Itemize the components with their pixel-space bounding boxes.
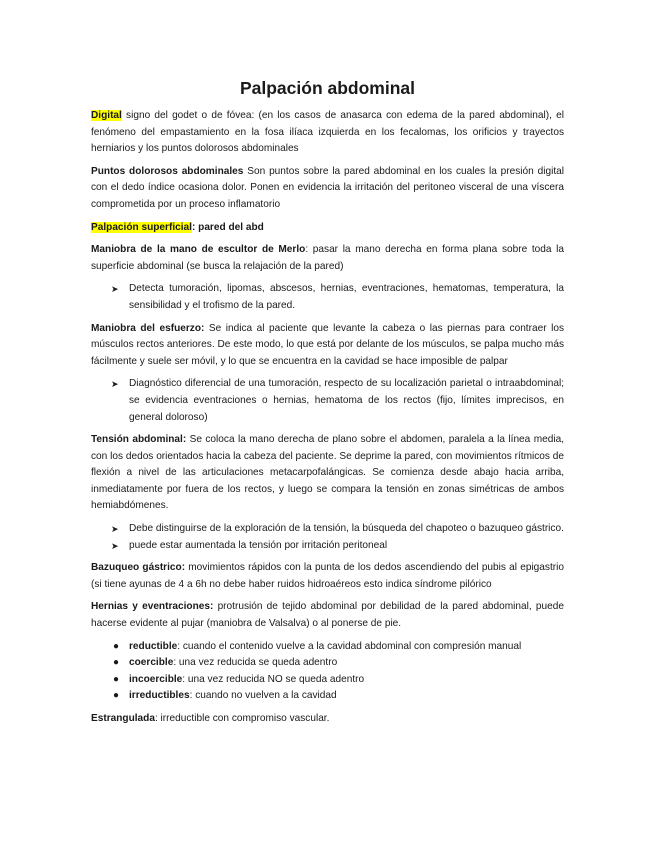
text-estrangulada: : irreductible con compromiso vascular. (154, 713, 330, 724)
paragraph-tension (91, 432, 564, 515)
paragraph-digital (91, 108, 564, 158)
paragraph-hernias (91, 599, 564, 632)
paragraph-bazuqueo (91, 560, 564, 593)
paragraph-superficial (91, 220, 564, 237)
dot-bullet-icon: ● (113, 673, 120, 685)
text-bazuqueo: movimientos rápidos con la punta de los dedos ascendiendo del pubis al epigastrio (si tiene ayunas de 4 a 6h no debe haber ruidos hidroaéreos esto indica síndrome pilórico (91, 562, 564, 590)
term-estrangulada: Estrangulada (91, 713, 155, 724)
list-merlo (91, 281, 564, 314)
text-merlo: : pasar la mano derecha en forma plana sobre toda la superficie abdominal (se busca la relajación de la pared) (91, 244, 565, 272)
paragraph-puntos (91, 164, 564, 214)
list-esfuerzo (91, 376, 564, 426)
term-hernias: Hernias y eventraciones: (91, 601, 214, 613)
list-hernias (91, 639, 564, 705)
list-item: ➤ puede estar aumentada la tensión por irritación peritoneal (91, 538, 564, 555)
term-superficial: Palpación superficial (91, 221, 192, 233)
text-tension: Se coloca la mano derecha de plano sobre el abdomen, paralela a la línea media, con los dedos orientados hacia la cabeza del paciente. Se deprime la pared, con movimientos rítmicos de flexión a nivel de las articulaciones metacarpofalángicas. Se comienza desde abajo hacia arriba, inmediatamente por fuera de los rectos, y luego se compara la tensión en zonas simétricas de ambos hemiabdómenes. (91, 434, 564, 512)
text-digital: signo del godet o de fóvea: (en los casos de anasarca con edema de la pared abdominal), el fenómeno del empastamiento en la fosa ilíaca izquierda en los fecalomas, los orificios y trayectos herniarios y los puntos dolorosos abdominales (91, 110, 564, 155)
list-item: ➤ Detecta tumoración, lipomas, abscesos, hernias, eventraciones, hematomas, temperatura, la sensibilidad y el trofismo de la pared. (111, 283, 564, 311)
paragraph-estrangulada (91, 711, 564, 728)
page-title: Palpación abdominal (239, 78, 416, 98)
paragraph-merlo (91, 242, 564, 275)
arrow-bullet-icon: ➤ (111, 379, 119, 390)
list-item: ➤ Diagnóstico diferencial de una tumoración, respecto de su localización parietal o intraabdominal; se evidencia eventraciones o hernias, hematoma de los rectos (fijo, límites imprecisos, en general doloroso) (111, 378, 564, 423)
term-puntos: Puntos dolorosos abdominales (91, 165, 244, 177)
list-item: ● irreductibles: cuando no vuelven a la cavidad (91, 688, 564, 705)
paragraph-esfuerzo (91, 321, 564, 371)
text-superficial: : pared del abd (191, 221, 264, 233)
text-puntos: Son puntos sobre la pared abdominal en los cuales la presión digital con el dedo índice ocasiona dolor. Ponen en evidencia la irritación del peritoneo visceral de una víscera comprometida por un proceso inflamatorio (91, 165, 564, 210)
text-hernias: protrusión de tejido abdominal por debilidad de la pared abdominal, puede hacerse evidente al pujar (maniobra de Valsalva) o al ponerse de pie. (91, 601, 564, 630)
list-item: ● incoercible: una vez reducida NO se queda adentro (91, 672, 564, 689)
term-bazuqueo: Bazuqueo gástrico: (91, 562, 186, 574)
term-digital: Digital (91, 110, 122, 121)
arrow-bullet-icon: ➤ (111, 540, 119, 551)
term-tension: Tensión abdominal: (91, 434, 187, 446)
list-item: ● reductible: cuando el contenido vuelve a la cavidad abdominal con compresión manual (91, 639, 564, 656)
list-item: ● coercible: una vez reducida se queda adentro (91, 655, 564, 672)
text-esfuerzo: Se indica al paciente que levante la cabeza o las piernas para contraer los músculos rectos anteriores. De este modo, lo que está por delante de los músculos, se palpa mucho más fácilmente y suele ser móvil, y lo que se encuentra en la cavidad se hace imposible de palpar (91, 322, 564, 367)
list-tension (91, 521, 564, 554)
dot-bullet-icon: ● (113, 640, 120, 652)
dot-bullet-icon: ● (113, 657, 120, 669)
term-esfuerzo: Maniobra del esfuerzo: (91, 322, 205, 334)
dot-bullet-icon: ● (113, 690, 120, 702)
list-item: ➤ Debe distinguirse de la exploración de la tensión, la búsqueda del chapoteo o bazuqueo gástrico. (91, 521, 564, 538)
arrow-bullet-icon: ➤ (111, 524, 119, 535)
term-merlo: Maniobra de la mano de escultor de Merlo (91, 244, 306, 256)
arrow-bullet-icon: ➤ (111, 284, 119, 295)
